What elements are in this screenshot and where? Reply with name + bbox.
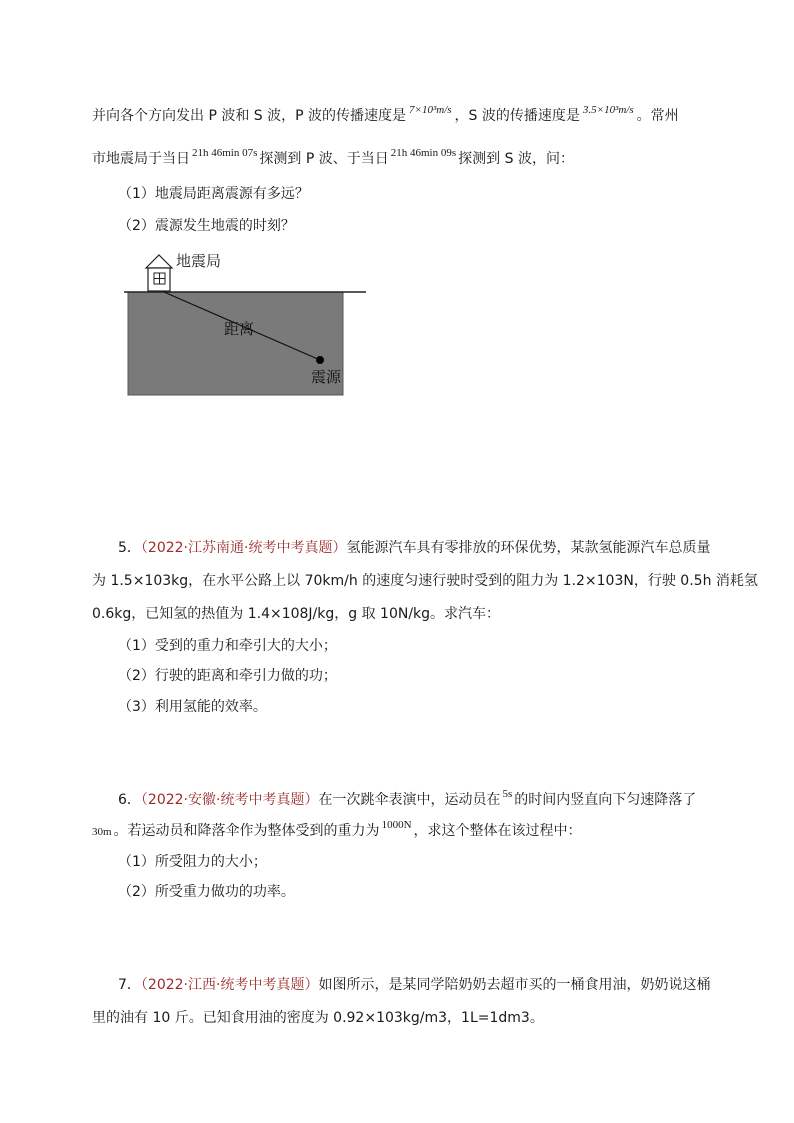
q5-sub-question-2: （2）行驶的距离和牵引力做的功； (118, 668, 337, 684)
q7-line-1: 7．（2022·江西·统考中考真题）如图所示，是某同学陪奶奶去超市买的一桶食用油，奶奶说这桶 (118, 977, 711, 993)
q7-source-tag: （2022·江西·统考中考真题） (140, 977, 319, 993)
q5-source-tag: （2022·江苏南通·统考中考真题） (140, 540, 347, 556)
q6-number: 6． (118, 792, 141, 808)
p-wave-time: 21h 46min 07s (192, 147, 258, 159)
time-value: 5s (502, 788, 513, 800)
q4-sub-question-1: （1）地震局距离震源有多远？ (118, 186, 309, 202)
q6-line-2: 30m 。若运动员和降落伞作为整体受到的重力为 $^{1000N}$ ，求这个整体在该过程中： (92, 819, 582, 839)
p-wave-speed: 7×10³m/s (409, 104, 452, 116)
q5-line-3: 0.6kg，已知氢的热值为 1.4×108J/kg，g 取 10N/kg。求汽车： (92, 606, 501, 622)
q6-sub-question-2: （2）所受重力做功的功率。 (118, 884, 295, 900)
q6-source-tag: （2022·安徽·统考中考真题） (140, 792, 319, 808)
gravity-value: 1000N (381, 819, 412, 831)
q6-sub-question-1: （1）所受阻力的大小； (118, 854, 267, 870)
house-icon (146, 255, 172, 291)
s-wave-speed: 3.5×10³m/s (582, 104, 634, 116)
station-label: 地震局 (176, 252, 222, 270)
q7-line-2: 里的油有 10 斤。已知食用油的密度为 0.92×103kg/m3，1L=1dm3。 (92, 1010, 544, 1026)
q5-line-2: 为 1.5×103kg，在水平公路上以 70km/h 的速度匀速行驶时受到的阻力为 1.2×103N，行驶 0.5h 消耗氢 (92, 573, 758, 589)
q4-line-1: 并向各个方向发出 P 波和 S 波，P 波的传播速度是 $^{7\times 10^3m/s}$ ，S 波的传播速度是 $^{3.5\times 10^3m/s}$ 。常州 (92, 104, 679, 124)
distance-label: 距离 (224, 320, 255, 338)
source-label: 震源 (311, 368, 342, 386)
s-wave-time: 21h 46min 09s (390, 147, 457, 159)
q4-sub-question-2: （2）震源发生地震的时刻？ (118, 218, 295, 234)
q7-number: 7． (118, 977, 141, 993)
distance-value: 30m (92, 826, 112, 838)
q5-line-1: 5．（2022·江苏南通·统考中考真题）氢能源汽车具有零排放的环保优势，某款氢能源汽车总质量 (118, 540, 711, 556)
epicenter-dot (316, 356, 324, 364)
q5-number: 5． (118, 540, 141, 556)
earthquake-diagram (120, 246, 380, 401)
q6-line-1: 6．（2022·安徽·统考中考真题）在一次跳伞表演中，运动员在 $^{5s}$ 的时间内竖直向下匀速降落了 (118, 788, 697, 808)
q4-line-2: 市地震局于当日 $^{21h 46min 07s}$ 探测到 P 波、于当日 $^{21h 46min 09s}$ 探测到 S 波，问： (92, 147, 574, 167)
q5-sub-question-1: （1）受到的重力和牵引大的大小； (118, 638, 337, 654)
q5-sub-question-3: （3）利用氢能的效率。 (118, 699, 267, 715)
